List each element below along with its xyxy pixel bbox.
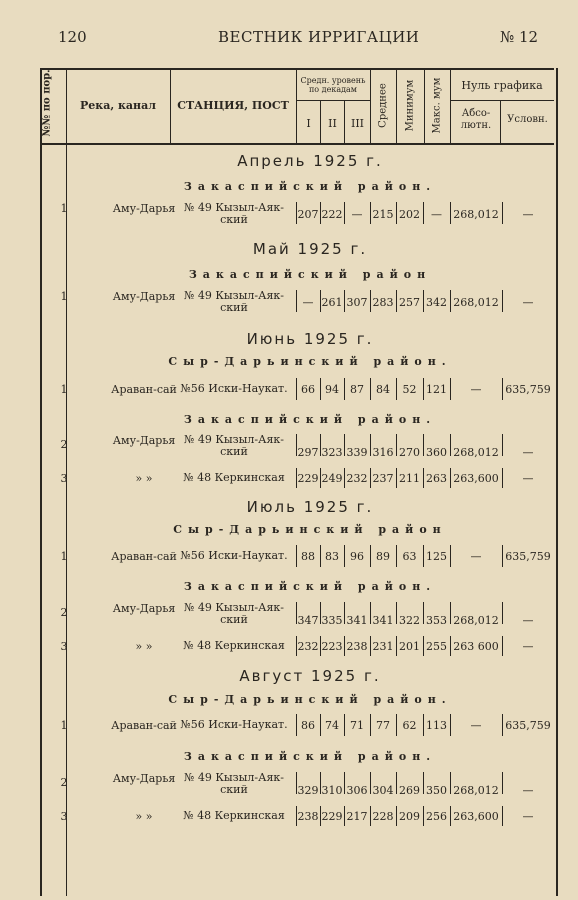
table-cell: 268,012	[453, 296, 499, 309]
table-cell: 215	[372, 208, 394, 221]
table-cell: 232	[297, 640, 319, 653]
table-cell: 3	[60, 810, 68, 823]
journal-title: ВЕСТНИК ИРРИГАЦИИ	[218, 28, 420, 46]
table-row	[40, 714, 554, 748]
table-cell: 223	[321, 640, 343, 653]
table-cell: Араван-сай	[111, 719, 177, 732]
table-cell: 238	[346, 640, 368, 653]
table-cell: —	[470, 383, 482, 396]
table-cell: 94	[325, 383, 339, 396]
region-heading: Закаспийский район.	[183, 180, 437, 193]
table-cell: 283	[372, 296, 394, 309]
table-cell: ский	[220, 213, 248, 226]
table-cell: 74	[325, 719, 339, 732]
table-cell: № 49 Кызыл-Аяк-	[184, 289, 284, 302]
table-cell: » »	[135, 472, 153, 485]
table-cell: Араван-сай	[111, 550, 177, 563]
table-cell: ский	[220, 445, 248, 458]
col-header-index: №№ по пор.	[41, 69, 53, 137]
table-cell: 87	[350, 383, 364, 396]
table-cell: —	[431, 208, 442, 221]
col-header-min: Минимум	[404, 79, 416, 132]
table-cell: 342	[426, 296, 447, 309]
col-header-dec3: III	[350, 117, 365, 130]
table-cell: » »	[135, 810, 153, 823]
table-cell: 268,012	[453, 614, 499, 627]
table-cell: —	[522, 472, 534, 485]
table-cell: —	[522, 784, 534, 797]
table-cell: 339	[346, 446, 368, 459]
table-cell: 635,759	[505, 550, 551, 563]
month-heading: Май 1925 г.	[252, 240, 368, 258]
table-cell: № 49 Кызыл-Аяк-	[184, 771, 284, 784]
table-cell: 255	[426, 640, 447, 653]
table-cell: 304	[372, 784, 394, 797]
table-cell: 89	[376, 550, 390, 563]
table-row	[40, 434, 554, 468]
col-header-abs: Абсо- лютн.	[460, 108, 492, 131]
table-cell	[174, 202, 294, 226]
table-cell: 316	[372, 446, 394, 459]
table-cell: 257	[399, 296, 420, 309]
table-cell: 237	[372, 472, 394, 485]
col-header-river: Река, канал	[79, 99, 156, 112]
table-cell: 249	[321, 472, 343, 485]
month-heading: Август 1925 г.	[239, 667, 381, 685]
table-cell: 347	[297, 614, 319, 627]
table-cell: 52	[402, 383, 417, 396]
table-cell: 263,600	[453, 810, 499, 823]
table-cell: Аму-Дарья	[112, 434, 176, 447]
region-heading: Сыр-Дарьинский район.	[168, 693, 452, 706]
table-cell: Араван-сай	[111, 383, 177, 396]
table-cell: № 49 Кызыл-Аяк-	[184, 201, 284, 214]
region-heading: Сыр-Дарьинский район.	[168, 355, 452, 368]
table-cell: 229	[321, 810, 343, 823]
table-cell: —	[522, 296, 534, 309]
page-header	[0, 28, 578, 50]
table-cell: 297	[297, 446, 319, 459]
table-cell: 256	[426, 810, 447, 823]
col-header-zero-title: Нуль графика	[461, 79, 543, 92]
table-cell: Аму-Дарья	[112, 202, 176, 215]
table-cell: 263 600	[453, 640, 499, 653]
table-cell: 635,759	[505, 719, 551, 732]
table-cell: 268,012	[453, 446, 499, 459]
month-heading: Июль 1925 г.	[246, 498, 374, 516]
table-row	[40, 202, 554, 236]
table-cell: 222	[321, 208, 343, 221]
region-heading: Сыр-Дарьинский район	[173, 523, 447, 536]
table-cell: 88	[301, 550, 315, 563]
table-cell: 211	[399, 472, 420, 485]
header-sub-rule	[450, 100, 554, 101]
table-cell: 263	[426, 472, 447, 485]
table-cell: 201	[399, 640, 420, 653]
table-cell: 268,012	[453, 784, 499, 797]
table-cell: » »	[135, 640, 153, 653]
table-row	[40, 378, 554, 412]
table-cell: 261	[321, 296, 343, 309]
table-cell: —	[522, 208, 534, 221]
col-header-decade-title: Средн. уровень по декадам	[300, 76, 366, 94]
col-header-station: СТАНЦИЯ, ПОСТ	[177, 99, 289, 112]
table-cell: 83	[325, 550, 339, 563]
table-cell: 238	[297, 810, 319, 823]
table-cell: —	[470, 550, 482, 563]
table-cell: 3	[60, 472, 68, 485]
table-cell: 341	[372, 614, 394, 627]
table-cell: 3	[60, 640, 68, 653]
table-cell: 2	[60, 776, 68, 789]
table-cell: 329	[297, 784, 319, 797]
table-cell	[174, 602, 294, 626]
table-row	[40, 636, 554, 670]
table-cell: —	[351, 208, 363, 221]
table-cell: —	[522, 640, 534, 653]
table-cell: Аму-Дарья	[112, 290, 176, 303]
table-cell: ский	[220, 301, 248, 314]
table-cell: 207	[297, 208, 319, 221]
table-cell: 1	[60, 290, 68, 303]
table-cell: № 49 Кызыл-Аяк-	[184, 601, 284, 614]
col-header-dec1: I	[306, 117, 311, 130]
table-cell: 229	[297, 472, 319, 485]
table-row	[40, 602, 554, 636]
col-divider	[296, 68, 297, 143]
table-top-rule	[40, 68, 554, 70]
table-cell: 323	[321, 446, 343, 459]
table-cell: 86	[301, 719, 315, 732]
table-cell: ский	[220, 613, 248, 626]
table-cell: 353	[426, 614, 447, 627]
table-cell: 360	[426, 446, 447, 459]
table-cell: 635,759	[505, 383, 551, 396]
region-heading: Закаспийский район.	[183, 580, 437, 593]
table-cell: 84	[376, 383, 390, 396]
col-header-mean: Среднее	[377, 83, 389, 128]
table-cell: 121	[426, 383, 447, 396]
table-cell: 263,600	[453, 472, 499, 485]
table-cell: 270	[399, 446, 420, 459]
table-cell: —	[522, 446, 534, 459]
table-cell: 71	[350, 719, 364, 732]
table-cell: 113	[426, 719, 447, 732]
col-header-cond: Условн.	[507, 114, 548, 125]
table-cell: —	[522, 810, 534, 823]
table-row	[40, 290, 554, 324]
table-cell: 310	[321, 784, 343, 797]
table-cell: ский	[220, 783, 248, 796]
table-cell: 217	[346, 810, 368, 823]
col-divider	[450, 68, 451, 143]
issue-number: № 12	[500, 28, 539, 46]
table-cell: 1	[60, 550, 68, 563]
table-row	[40, 806, 554, 840]
table-cell: 62	[402, 719, 417, 732]
table-cell	[174, 290, 294, 314]
table-cell: №56 Иски-Наукат.	[180, 718, 288, 731]
table-cell: 63	[402, 550, 417, 563]
table-cell	[174, 434, 294, 458]
table-cell: 125	[426, 550, 447, 563]
region-heading: Закаспийский район.	[183, 750, 437, 763]
table-cell: 335	[321, 614, 343, 627]
table-cell: Аму-Дарья	[112, 602, 176, 615]
table-cell: 228	[372, 810, 394, 823]
col-divider	[170, 68, 171, 143]
month-heading: Апрель 1925 г.	[237, 152, 383, 170]
col-divider	[424, 68, 425, 143]
table-cell: 77	[376, 719, 390, 732]
table-header-rule	[40, 143, 554, 145]
table-cell: —	[470, 719, 482, 732]
month-heading: Июнь 1925 г.	[246, 330, 374, 348]
table-cell: 1	[60, 383, 68, 396]
table-cell: 96	[350, 550, 364, 563]
table-cell: —	[522, 614, 534, 627]
table-cell: № 49 Кызыл-Аяк-	[184, 433, 284, 446]
table-cell: 268,012	[453, 208, 499, 221]
table-cell: 209	[399, 810, 420, 823]
table-cell: № 48 Керкинская	[183, 471, 285, 484]
region-heading: Закаспийский район	[188, 268, 432, 281]
table-cell: 202	[399, 208, 420, 221]
table-cell: Аму-Дарья	[112, 772, 176, 785]
table-cell: 350	[426, 784, 447, 797]
table-row	[40, 545, 554, 579]
table-cell: № 48 Керкинская	[183, 639, 285, 652]
table-cell: 307	[346, 296, 368, 309]
table-cell: 269	[399, 784, 420, 797]
table-cell: №56 Иски-Наукат.	[180, 382, 288, 395]
table-row	[40, 772, 554, 806]
table-cell: 341	[346, 614, 368, 627]
col-divider	[370, 68, 371, 143]
table-cell: №56 Иски-Наукат.	[180, 549, 288, 562]
table-cell: 322	[399, 614, 420, 627]
page-number: 120	[58, 28, 87, 46]
col-divider	[396, 68, 397, 143]
col-header-dec2: II	[328, 117, 337, 130]
header-sub-rule	[296, 100, 370, 101]
region-heading: Закаспийский район.	[183, 413, 437, 426]
table-cell: 66	[301, 383, 315, 396]
table-cell: —	[302, 296, 314, 309]
table-cell: 231	[372, 640, 394, 653]
table-cell: 2	[60, 438, 68, 451]
table-cell: 1	[60, 202, 68, 215]
table-cell: № 48 Керкинская	[183, 809, 285, 822]
table-cell: 1	[60, 719, 68, 732]
table-cell: 306	[346, 784, 368, 797]
table-cell: 2	[60, 606, 68, 619]
table-row	[40, 468, 554, 502]
table-cell	[174, 772, 294, 796]
table-cell: 232	[346, 472, 368, 485]
col-header-max: Макс. мум	[431, 77, 443, 134]
